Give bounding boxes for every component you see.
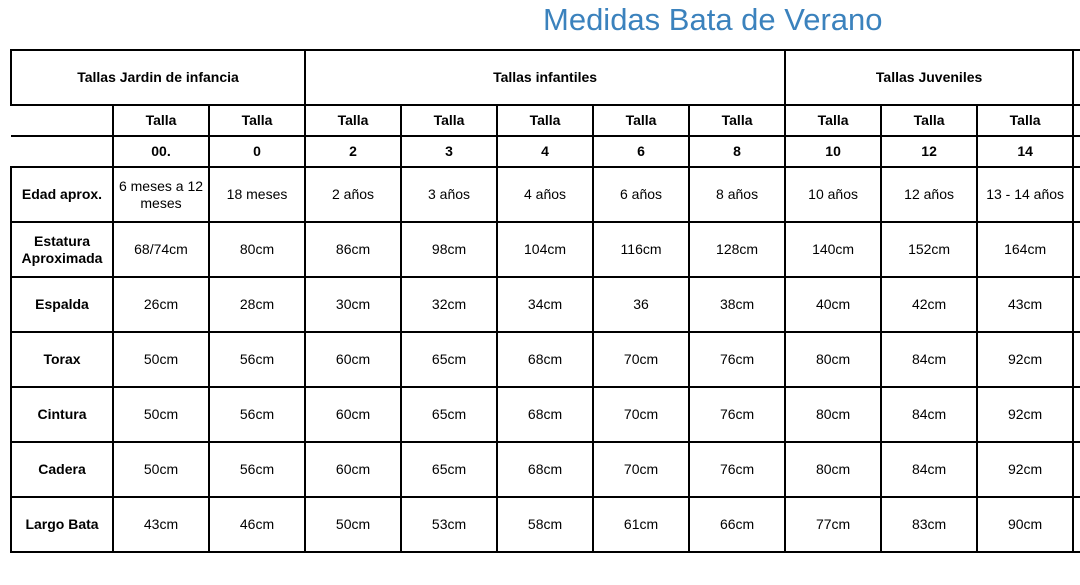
measurement-cell: 56cm <box>209 332 305 387</box>
measurement-cell: 43cm <box>977 277 1073 332</box>
measurement-cell: 60cm <box>305 442 401 497</box>
measurement-cell: 68cm <box>497 442 593 497</box>
extra-cell <box>1073 497 1080 552</box>
measurement-cell: 8 años <box>689 167 785 222</box>
measurement-cell: 6 años <box>593 167 689 222</box>
measurement-cell: 80cm <box>785 387 881 442</box>
table-row <box>11 497 1080 552</box>
table-row <box>11 387 1080 442</box>
measurement-cell: 61cm <box>593 497 689 552</box>
extra-cell <box>1073 442 1080 497</box>
measurement-cell: 50cm <box>113 442 209 497</box>
table-row <box>11 332 1080 387</box>
corner-cell <box>11 136 113 167</box>
measurement-cell: 3 años <box>401 167 497 222</box>
measurement-cell: 36 <box>593 277 689 332</box>
row-label: Largo Bata <box>11 497 113 552</box>
measurement-cell: 84cm <box>881 442 977 497</box>
measurement-cell: 68cm <box>497 332 593 387</box>
measurement-cell: 116cm <box>593 222 689 277</box>
row-label: Cintura <box>11 387 113 442</box>
measurement-cell: 56cm <box>209 387 305 442</box>
size-code: 4 <box>497 136 593 167</box>
measurement-cell: 164cm <box>977 222 1073 277</box>
measurement-cell: 70cm <box>593 387 689 442</box>
measurement-cell: 4 años <box>497 167 593 222</box>
measurement-cell: 18 meses <box>209 167 305 222</box>
size-code: 14 <box>977 136 1073 167</box>
measurement-cell: 76cm <box>689 387 785 442</box>
talla-label: Talla <box>497 105 593 136</box>
size-code: 0 <box>209 136 305 167</box>
measurement-cell: 50cm <box>305 497 401 552</box>
measurement-cell: 50cm <box>113 387 209 442</box>
measurement-cell: 32cm <box>401 277 497 332</box>
group-jardin: Tallas Jardin de infancia <box>11 50 305 105</box>
table-row <box>11 167 1080 222</box>
size-code: 8 <box>689 136 785 167</box>
measurement-cell: 60cm <box>305 332 401 387</box>
measurement-cell: 68/74cm <box>113 222 209 277</box>
row-label: Edad aprox. <box>11 167 113 222</box>
measurement-cell: 46cm <box>209 497 305 552</box>
measurement-cell: 68cm <box>497 387 593 442</box>
talla-label: Talla <box>785 105 881 136</box>
measurement-cell: 10 años <box>785 167 881 222</box>
measurement-cell: 152cm <box>881 222 977 277</box>
measurement-cell: 50cm <box>113 332 209 387</box>
measurement-cell: 84cm <box>881 387 977 442</box>
size-code: 12 <box>881 136 977 167</box>
measurement-cell: 42cm <box>881 277 977 332</box>
talla-label: Talla <box>689 105 785 136</box>
page-title: Medidas Bata de Verano <box>543 2 883 37</box>
measurement-cell: 140cm <box>785 222 881 277</box>
extra-cell <box>1073 167 1080 222</box>
measurement-cell: 66cm <box>689 497 785 552</box>
talla-label: Talla <box>113 105 209 136</box>
extra-cell <box>1073 136 1080 167</box>
size-code: 6 <box>593 136 689 167</box>
measurement-cell: 26cm <box>113 277 209 332</box>
measurement-cell: 34cm <box>497 277 593 332</box>
size-code: 3 <box>401 136 497 167</box>
size-table <box>10 49 1080 553</box>
measurement-cell: 6 meses a 12 meses <box>113 167 209 222</box>
measurement-cell: 12 años <box>881 167 977 222</box>
row-label: Estatura Aproximada <box>11 222 113 277</box>
measurement-cell: 38cm <box>689 277 785 332</box>
group-infantiles: Tallas infantiles <box>305 50 785 105</box>
measurement-cell: 98cm <box>401 222 497 277</box>
measurement-cell: 92cm <box>977 442 1073 497</box>
measurement-cell: 92cm <box>977 332 1073 387</box>
talla-label-row <box>11 105 1080 136</box>
measurement-cell: 40cm <box>785 277 881 332</box>
measurement-cell: 76cm <box>689 332 785 387</box>
row-label: Torax <box>11 332 113 387</box>
measurement-cell: 30cm <box>305 277 401 332</box>
measurement-cell: 53cm <box>401 497 497 552</box>
table-row <box>11 442 1080 497</box>
measurement-cell: 90cm <box>977 497 1073 552</box>
talla-label: Talla <box>209 105 305 136</box>
measurement-cell: 43cm <box>113 497 209 552</box>
measurement-cell: 80cm <box>785 332 881 387</box>
measurement-cell: 56cm <box>209 442 305 497</box>
measurement-cell: 104cm <box>497 222 593 277</box>
extra-cell <box>1073 277 1080 332</box>
talla-label: Talla <box>305 105 401 136</box>
measurement-cell: 60cm <box>305 387 401 442</box>
measurement-cell: 128cm <box>689 222 785 277</box>
measurement-cell: 65cm <box>401 332 497 387</box>
talla-label: Talla <box>401 105 497 136</box>
talla-label: Talla <box>881 105 977 136</box>
size-code: 10 <box>785 136 881 167</box>
measurement-cell: 28cm <box>209 277 305 332</box>
size-code: 2 <box>305 136 401 167</box>
row-label: Espalda <box>11 277 113 332</box>
measurement-cell: 84cm <box>881 332 977 387</box>
corner-cell <box>11 105 113 136</box>
extra-cell <box>1073 222 1080 277</box>
table-row <box>11 222 1080 277</box>
measurement-cell: 70cm <box>593 442 689 497</box>
table-row <box>11 277 1080 332</box>
measurement-cell: 77cm <box>785 497 881 552</box>
measurement-cell: 65cm <box>401 442 497 497</box>
measurement-cell: 13 - 14 años <box>977 167 1073 222</box>
measurement-cell: 65cm <box>401 387 497 442</box>
size-code-row <box>11 136 1080 167</box>
measurement-cell: 80cm <box>785 442 881 497</box>
measurement-cell: 2 años <box>305 167 401 222</box>
row-label: Cadera <box>11 442 113 497</box>
extra-cell <box>1073 387 1080 442</box>
talla-label: Talla <box>593 105 689 136</box>
measurement-cell: 86cm <box>305 222 401 277</box>
measurement-cell: 80cm <box>209 222 305 277</box>
measurement-cell: 76cm <box>689 442 785 497</box>
measurement-cell: 83cm <box>881 497 977 552</box>
measurement-cell: 70cm <box>593 332 689 387</box>
measurement-cell: 58cm <box>497 497 593 552</box>
group-header-row <box>11 50 1080 105</box>
group-juveniles: Tallas Juveniles <box>785 50 1073 105</box>
extra-cell <box>1073 105 1080 136</box>
measurement-cell: 92cm <box>977 387 1073 442</box>
extra-cell <box>1073 332 1080 387</box>
size-code: 00. <box>113 136 209 167</box>
group-extra <box>1073 50 1080 105</box>
talla-label: Talla <box>977 105 1073 136</box>
